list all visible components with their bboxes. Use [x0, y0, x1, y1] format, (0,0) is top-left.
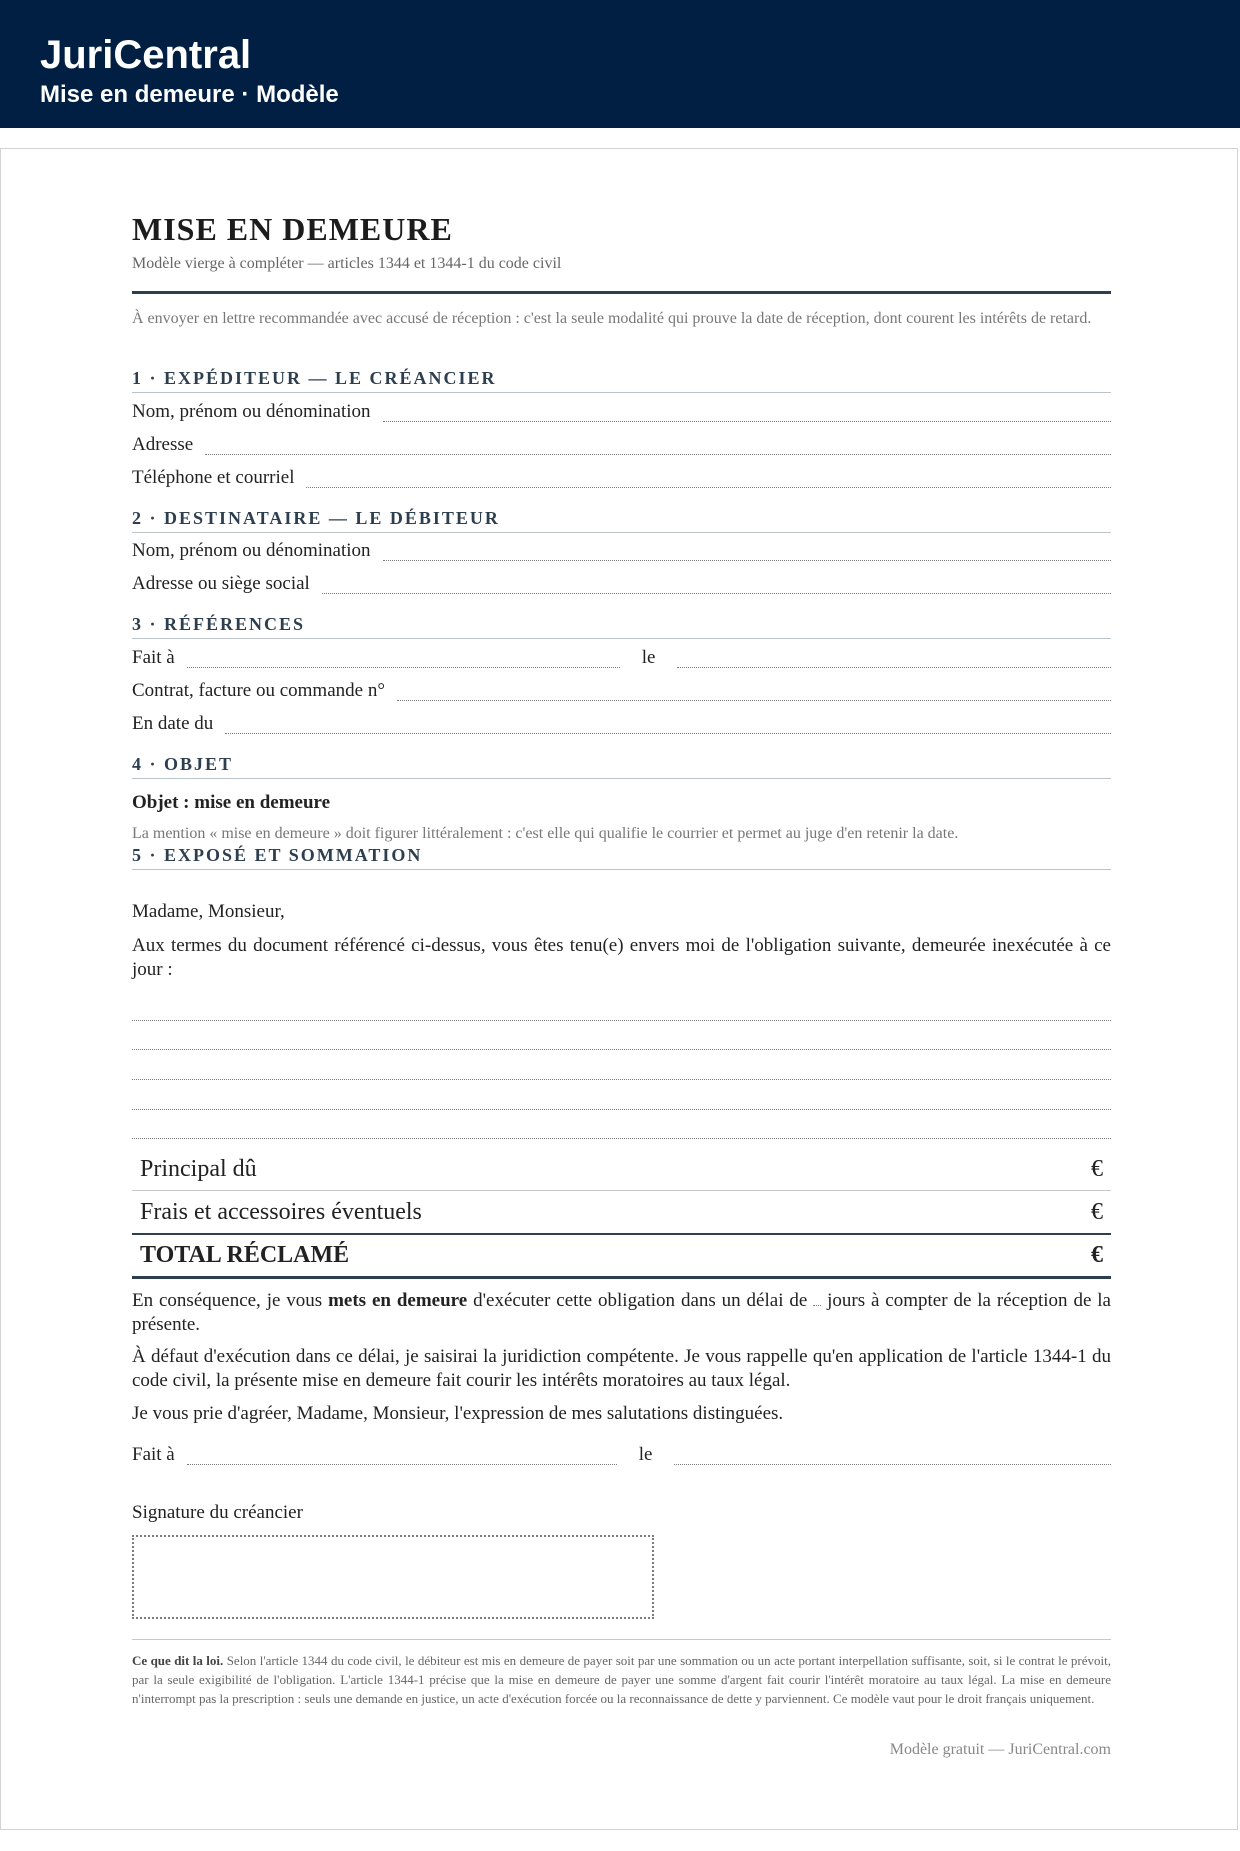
obligation-line-1[interactable] — [132, 1020, 1111, 1021]
sender-address-label: Adresse — [132, 434, 194, 455]
contract-date-input[interactable] — [225, 719, 1111, 734]
notice-text-1: En conséquence, je vous — [132, 1290, 329, 1311]
document-title: MISE EN DEMEURE — [132, 211, 453, 247]
consequence-paragraph: À défaut d'exécution dans ce délai, je saisirai la juridiction compétente. Je vous rappelle qu'en application de l'article 1344-1 du code civil, la présente mise en demeure fait courir les intérêts moratoires au taux légal. — [132, 1346, 1111, 1391]
law-lead: Ce que dit la loi. — [132, 1653, 224, 1668]
section-title-sender: 1 · EXPÉDITEUR — LE CRÉANCIER — [132, 367, 1111, 393]
formal-notice-paragraph — [132, 1289, 1111, 1337]
section-title-references: 3 · RÉFÉRENCES — [132, 613, 1111, 639]
statement-body: Aux termes du document référencé ci-dessus, vous êtes tenu(e) envers moi de l'obligation suivante, demeurée inexécutée à ce jour : — [132, 935, 1111, 980]
sender-contact-input[interactable] — [306, 473, 1111, 488]
contract-number-field — [132, 679, 1111, 703]
section-title-statement: 5 · EXPOSÉ ET SOMMATION — [132, 844, 1111, 870]
signature-label: Signature du créancier — [132, 1502, 303, 1523]
object-note: La mention « mise en demeure » doit figurer littéralement : c'est elle qui qualifie le courrier et permet au juge d'en retenir la date. — [132, 825, 959, 842]
closing-date-input[interactable] — [674, 1450, 1111, 1465]
recipient-address-label: Adresse ou siège social — [132, 573, 310, 594]
section-title-recipient: 2 · DESTINATAIRE — LE DÉBITEUR — [132, 507, 1111, 533]
closing-date-label: le — [638, 1444, 653, 1465]
reference-place-label: Fait à — [132, 647, 175, 668]
obligation-line-2[interactable] — [132, 1049, 1111, 1050]
recipient-address-input[interactable] — [322, 579, 1111, 594]
total-bottom-rule — [132, 1276, 1111, 1279]
contract-number-label: Contrat, facture ou commande n° — [132, 680, 385, 701]
notice-text-bold: mets en demeure — [328, 1290, 468, 1311]
object-line: Objet : mise en demeure — [132, 792, 331, 813]
document-sheet — [0, 148, 1238, 1830]
recipient-name-input[interactable] — [383, 546, 1111, 561]
reference-date-label: le — [641, 647, 656, 668]
law-note — [132, 1651, 1111, 1708]
principal-label: Principal dû — [140, 1156, 257, 1182]
obligation-line-4[interactable] — [132, 1109, 1111, 1110]
header-subtitle: Mise en demeure · Modèle — [40, 81, 339, 108]
section-title-object: 4 · OBJET — [132, 753, 1111, 779]
sender-contact-label: Téléphone et courriel — [132, 467, 295, 488]
sender-address-field — [132, 433, 1111, 457]
total-row — [132, 1234, 1111, 1276]
contract-date-label: En date du — [132, 713, 214, 734]
obligation-line-3[interactable] — [132, 1079, 1111, 1080]
reference-place-input[interactable] — [187, 653, 620, 668]
fees-currency: € — [1091, 1198, 1103, 1225]
principal-row — [132, 1149, 1111, 1191]
total-label: TOTAL RÉCLAMÉ — [140, 1241, 350, 1268]
title-rule — [132, 291, 1111, 294]
footer-credit[interactable]: Modèle gratuit — JuriCentral.com — [889, 1741, 1111, 1758]
reference-date-input[interactable] — [677, 653, 1111, 668]
reference-place-date-field — [132, 646, 1111, 670]
notice-text-2: d'exécuter cette obligation dans un délai de — [467, 1290, 814, 1311]
recipient-name-field — [132, 539, 1111, 563]
sender-address-input[interactable] — [205, 440, 1111, 455]
sender-name-input[interactable] — [383, 407, 1111, 422]
closing-place-label: Fait à — [132, 1444, 175, 1465]
sender-name-label: Nom, prénom ou dénomination — [132, 401, 371, 422]
closing-place-input[interactable] — [187, 1450, 617, 1465]
contract-number-input[interactable] — [397, 686, 1111, 701]
header-bar — [0, 0, 1240, 128]
law-rule — [132, 1639, 1111, 1640]
sender-name-field — [132, 400, 1111, 424]
notice-text-3: jours à compter de la réception de la présente. — [132, 1290, 1111, 1335]
closing-place-date-field — [132, 1443, 1111, 1467]
principal-currency: € — [1091, 1156, 1103, 1182]
total-currency: € — [1091, 1241, 1103, 1268]
obligation-line-5[interactable] — [132, 1138, 1111, 1139]
fees-row — [132, 1191, 1111, 1233]
delay-days-input[interactable] — [813, 1291, 821, 1306]
brand-logo[interactable]: JuriCentral — [40, 33, 252, 77]
sender-contact-field — [132, 466, 1111, 490]
law-text: Selon l'article 1344 du code civil, le débiteur est mis en demeure de payer soit par une sommation ou un acte portant interpellation suffisante, soit, si le contrat le prévoit, par la seule exigibilité de l'obligation. L'article 1344-1 précise que la mise en demeure de payer une somme d'argent fait courir l'intérêt moratoire au taux légal. La mise en demeure n'interrompt pas la prescription : seuls une demande en justice, un acte d'exécution forcée ou la reconnaissance de dette y parviennent. Ce modèle vaut pour le droit français uniquement. — [132, 1653, 1111, 1706]
recipient-name-label: Nom, prénom ou dénomination — [132, 540, 371, 561]
intro-note: À envoyer en lettre recommandée avec accusé de réception : c'est la seule modalité qui prouve la date de réception, dont courent les intérêts de retard. — [132, 310, 1092, 327]
salutation-paragraph: Je vous prie d'agréer, Madame, Monsieur, l'expression de mes salutations distinguées. — [132, 1403, 784, 1424]
greeting: Madame, Monsieur, — [132, 901, 285, 922]
signature-box[interactable] — [132, 1535, 654, 1619]
document-subtitle: Modèle vierge à compléter — articles 1344 et 1344-1 du code civil — [132, 255, 562, 272]
fees-label: Frais et accessoires éventuels — [140, 1198, 422, 1225]
contract-date-field — [132, 712, 1111, 736]
recipient-address-field — [132, 572, 1111, 596]
